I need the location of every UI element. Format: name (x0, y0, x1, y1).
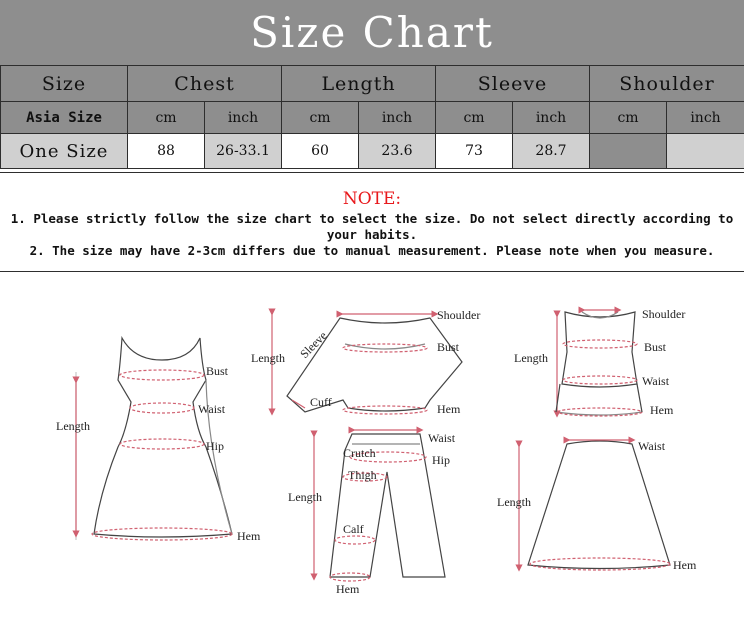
pants-diagram (314, 430, 445, 581)
note-line-1: 1. Please strictly follow the size chart to select the size. Do not select directly according to your habits. (0, 211, 744, 243)
dress-waist-label: Waist (198, 402, 226, 416)
measurement-diagrams (0, 272, 744, 630)
pants-calf-label: Calf (343, 522, 364, 536)
tank-shoulder-label: Shoulder (642, 307, 685, 321)
pants-length-label: Length (288, 490, 322, 504)
header-cell-shoulder: Shoulder (590, 66, 744, 102)
unit-cell: cm (590, 102, 667, 134)
skirt-diagram (519, 440, 670, 570)
note-box (0, 172, 744, 272)
pants-hip-label: Hip (432, 453, 450, 467)
dress-labels (56, 364, 261, 543)
value-cell-length-cm: 60 (282, 134, 359, 169)
pants-labels (288, 431, 456, 596)
top-hem-label: Hem (437, 402, 461, 416)
tank-bust-label: Bust (644, 340, 667, 354)
tank-waist-label: Waist (642, 374, 670, 388)
value-cell-length-inch: 23.6 (359, 134, 436, 169)
skirt-waist-label: Waist (638, 439, 666, 453)
header-cell-chest: Chest (128, 66, 282, 102)
size-table (0, 65, 744, 169)
value-cell-shoulder-cm (590, 134, 667, 169)
table-unit-row (1, 102, 744, 134)
unit-cell: inch (205, 102, 282, 134)
unit-cell-asia-size: Asia Size (1, 102, 128, 134)
pants-hem-label: Hem (336, 582, 360, 596)
top-shoulder-label: Shoulder (437, 308, 480, 322)
unit-cell: inch (667, 102, 744, 134)
top-labels (251, 308, 480, 416)
tank-diagram (556, 310, 642, 416)
dress-bust-label: Bust (206, 364, 229, 378)
header-cell-size: Size (1, 66, 128, 102)
skirt-hem-label: Hem (673, 558, 697, 572)
unit-cell: inch (513, 102, 590, 134)
top-cuff-label: Cuff (310, 395, 332, 409)
page-title: Size Chart (0, 0, 744, 65)
header-cell-length: Length (282, 66, 436, 102)
dress-length-label: Length (56, 419, 90, 433)
skirt-labels (497, 439, 697, 572)
pants-thigh-label: Thigh (348, 468, 377, 482)
unit-cell: cm (436, 102, 513, 134)
dress-hip-label: Hip (206, 439, 224, 453)
pants-waist-label: Waist (428, 431, 456, 445)
dress-hem-label: Hem (237, 529, 261, 543)
tank-labels (514, 307, 685, 417)
note-line-2: 2. The size may have 2-3cm differs due to manual measurement. Please note when you measure. (0, 243, 744, 259)
value-cell-chest-cm: 88 (128, 134, 205, 169)
value-cell-sleeve-cm: 73 (436, 134, 513, 169)
unit-cell: inch (359, 102, 436, 134)
value-cell-sleeve-inch: 28.7 (513, 134, 590, 169)
value-cell-shoulder-inch (667, 134, 744, 169)
top-length-label: Length (251, 351, 285, 365)
table-row (1, 134, 744, 169)
unit-cell: cm (282, 102, 359, 134)
top-bust-label: Bust (437, 340, 460, 354)
tank-length-label: Length (514, 351, 548, 365)
pants-crutch-label: Crutch (343, 446, 376, 460)
tank-hem-label: Hem (650, 403, 674, 417)
unit-cell: cm (128, 102, 205, 134)
table-header-row (1, 66, 744, 102)
top-diagram (272, 312, 462, 414)
top-sleeve-label: Sleeve (297, 328, 330, 361)
size-cell-one-size: One Size (1, 134, 128, 169)
note-title: NOTE: (0, 189, 744, 209)
skirt-length-label: Length (497, 495, 531, 509)
header-cell-sleeve: Sleeve (436, 66, 590, 102)
value-cell-chest-inch: 26-33.1 (205, 134, 282, 169)
